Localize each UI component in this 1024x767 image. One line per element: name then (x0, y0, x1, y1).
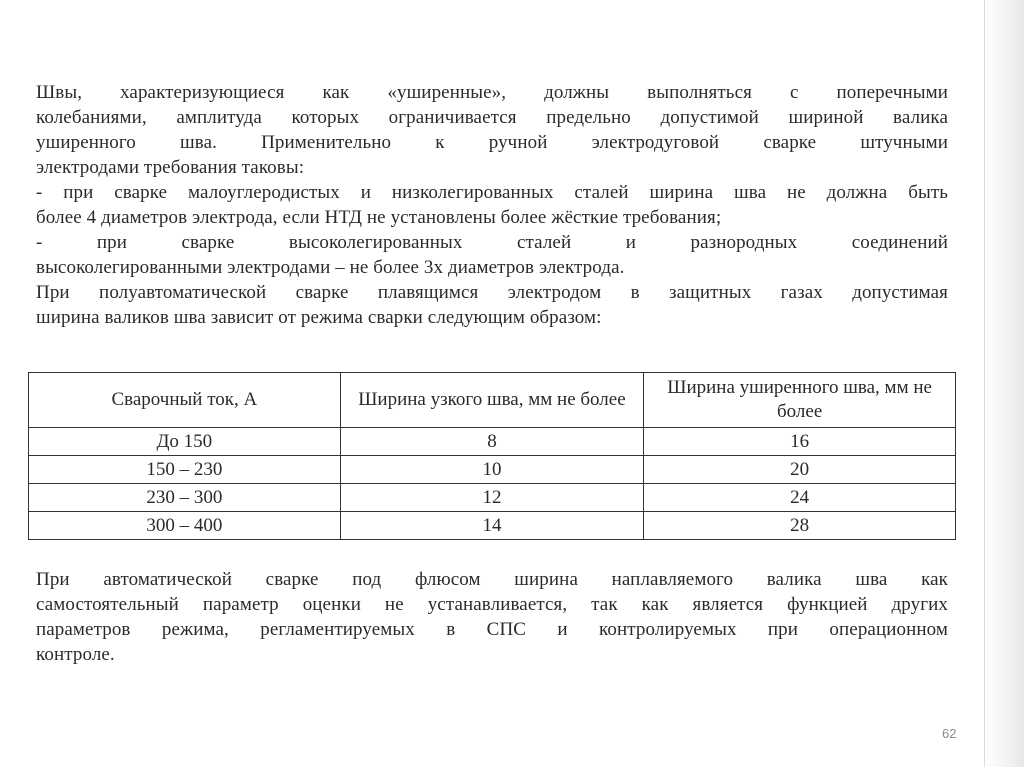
text-line: уширенного шва. Применительно к ручной электродуговой сварке штучными (36, 132, 948, 153)
table-row (29, 456, 956, 484)
table-row (29, 428, 956, 456)
text-line: электродами требования таковы: (36, 157, 305, 178)
page-number: 62 (942, 726, 957, 741)
closing-paragraph (36, 567, 948, 667)
cell-narrow: 10 (340, 456, 644, 484)
header-narrow-width: Ширина узкого шва, мм не более (340, 373, 644, 428)
text-line: параметров режима, регламентируемых в СПС и контролируемых при операционном (36, 619, 948, 640)
text-line: колебаниями, амплитуда которых ограничивается предельно допустимой шириной валика (36, 107, 948, 128)
text-line: Швы, характеризующиеся как «уширенные», должны выполняться с поперечными (36, 82, 948, 103)
text-line: - при сварке малоуглеродистых и низколегированных сталей ширина шва не должна быть (36, 182, 948, 203)
text-line: более 4 диаметров электрода, если НТД не установлены более жёсткие требования; (36, 207, 722, 228)
table-header-row (29, 373, 956, 428)
header-current: Сварочный ток, А (29, 373, 341, 428)
cell-wide: 20 (644, 456, 956, 484)
cell-current: До 150 (29, 428, 341, 456)
text-line: самостоятельный параметр оценки не устанавливается, так как является функцией других (36, 594, 948, 615)
text-line: При автоматической сварке под флюсом ширина наплавляемого валика шва как (36, 569, 948, 590)
cell-narrow: 8 (340, 428, 644, 456)
text-line: высоколегированными электродами – не более 3х диаметров электрода. (36, 257, 625, 278)
cell-narrow: 12 (340, 484, 644, 512)
cell-current: 300 – 400 (29, 512, 341, 540)
cell-wide: 28 (644, 512, 956, 540)
weld-width-table (28, 372, 956, 540)
table-row (29, 512, 956, 540)
cell-narrow: 14 (340, 512, 644, 540)
slide-edge (984, 0, 985, 767)
intro-paragraph (36, 80, 948, 330)
cell-wide: 16 (644, 428, 956, 456)
text-line: контроле. (36, 644, 115, 665)
text-line: При полуавтоматической сварке плавящимся электродом в защитных газах допустимая (36, 282, 948, 303)
cell-wide: 24 (644, 484, 956, 512)
cell-current: 230 – 300 (29, 484, 341, 512)
table-row (29, 484, 956, 512)
header-wide-width: Ширина уширенного шва, мм не более (644, 373, 956, 428)
text-line: - при сварке высоколегированных сталей и разнородных соединений (36, 232, 948, 253)
slide-frame-shadow (984, 0, 1024, 767)
cell-current: 150 – 230 (29, 456, 341, 484)
text-line: ширина валиков шва зависит от режима сварки следующим образом: (36, 307, 602, 328)
